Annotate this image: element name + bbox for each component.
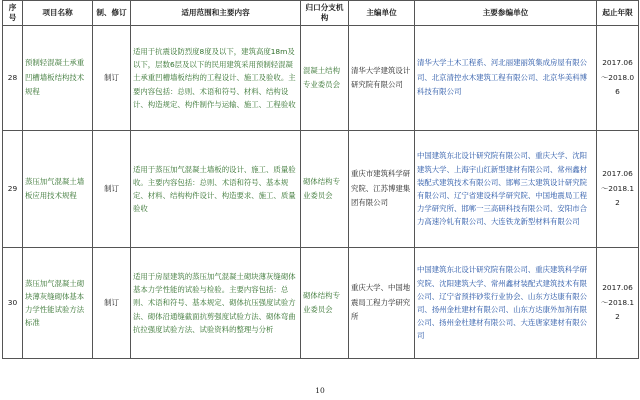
project-name: 蒸压加气混凝土砌块薄灰缝砌体基本力学性能试验方法标准 [23, 248, 93, 359]
header-name: 项目名称 [23, 1, 93, 26]
start-end-years: 2017.06～2018.06 [597, 26, 639, 131]
header-scope: 适用范围和主要内容 [131, 1, 301, 26]
participating-units: 中国建筑东北设计研究院有限公司、重庆建筑科学研究院、沈阳建筑大学、常州鑫材装配式建筑技术有限公司、辽宁省预拌砂浆行业协会、山东方达康有限公司、扬州金杜建材有限公司、山东方达康外加剂有限公司、扬州金杜建材有限公司、大连唐家建材有限公司 [415, 248, 597, 359]
participating-units: 中国建筑东北设计研究院有限公司、重庆大学、沈阳建筑大学、上海宇山红新型建材有限公司、常州鑫材装配式建筑技术有限公司、邯郸三太建筑设计研究院有限公司、辽宁省建设科学研究院、中国地震局工程力学研究所、邯郸一三高研科技有限公司、安阳市合力高速冷轧有限公司、大连铁龙新型材料有限公司 [415, 131, 597, 248]
revision-type: 制订 [93, 131, 131, 248]
header-branch: 归口分支机构 [301, 1, 349, 26]
chief-editor-unit: 重庆大学、中国地震局工程力学研究所 [349, 248, 415, 359]
row-number: 29 [3, 131, 23, 248]
standards-table [2, 0, 639, 359]
table-row [3, 26, 639, 131]
branch-committee: 混凝土结构专业委员会 [301, 26, 349, 131]
project-name: 预制轻混凝土承重凹槽墙板结构技术规程 [23, 26, 93, 131]
row-number: 30 [3, 248, 23, 359]
header-type: 制、修订 [93, 1, 131, 26]
scope-content: 适用于蒸压加气混凝土墙板的设计、施工、质量验收。主要内容包括：总则、术语和符号、基本规定、材料、结构构件设计、构造要求、施工、质量验收 [131, 131, 301, 248]
header-editor: 主编单位 [349, 1, 415, 26]
header-years: 起止年限 [597, 1, 639, 26]
header-no: 序号 [3, 1, 23, 26]
table-row [3, 131, 639, 248]
revision-type: 制订 [93, 26, 131, 131]
chief-editor-unit: 清华大学建筑设计研究院有限公司 [349, 26, 415, 131]
header-participants: 主要参编单位 [415, 1, 597, 26]
table-row [3, 248, 639, 359]
participating-units: 清华大学土木工程系、河北丽建丽筑集成房屋有限公司、北京清控水木建筑工程有限公司、北京华美科博科技有限公司 [415, 26, 597, 131]
branch-committee: 砌体结构专业委员会 [301, 248, 349, 359]
page-number: 10 [315, 386, 325, 395]
scope-content: 适用于房屋建筑的蒸压加气混凝土砌块薄灰缝砌体基本力学性能的试验与检验。主要内容包括：总则、术语和符号、基本规定、砌体抗压强度试验方法、砌体沿通缝截面抗剪强度试验方法、砌体弯曲抗拉强度试验方法、试验资料的整理与分析 [131, 248, 301, 359]
branch-committee: 砌体结构专业委员会 [301, 131, 349, 248]
start-end-years: 2017.06～2018.12 [597, 248, 639, 359]
table-header-row [3, 1, 639, 26]
project-name: 蒸压加气混凝土墙板应用技术规程 [23, 131, 93, 248]
chief-editor-unit: 重庆市建筑科学研究院、江苏博建集团有限公司 [349, 131, 415, 248]
revision-type: 制订 [93, 248, 131, 359]
row-number: 28 [3, 26, 23, 131]
scope-content: 适用于抗震设防烈度8度及以下，建筑高度18m及以下，层数6层及以下的民用建筑采用预制轻混凝土承重凹槽墙板结构的工程设计、施工及验收。主要内容包括：总则、术语和符号、材料、结构设计、构造规定、构件制作与运输、施工、工程验收 [131, 26, 301, 131]
start-end-years: 2017.06～2018.12 [597, 131, 639, 248]
